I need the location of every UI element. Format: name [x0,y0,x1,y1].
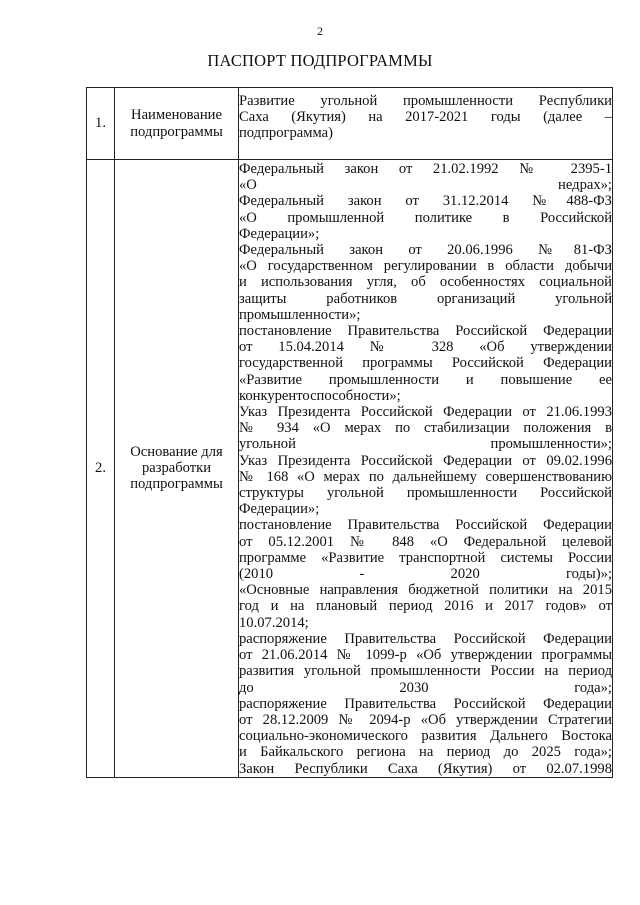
value-line: структуры угольной промышленности Российской [239,485,612,502]
value-line: № 168 «О мерах по дальнейшему совершенствованию [239,468,612,485]
value-line: «Развитие промышленности и повышение ее [239,371,612,388]
value-line: распоряжение Правительства Российской Федерации [239,695,612,712]
value-line: Федеральный закон от 31.12.2014 №488-ФЗ [239,193,612,210]
row-label [115,88,239,160]
row-number: 1. [87,88,115,160]
value-line: и использования угля, об особенностях социальной [239,274,612,291]
row-label-line: разработки [141,460,212,477]
value-line: социально-экономического развития Дальнего Востока [239,728,612,745]
page-number: 2 [317,24,323,38]
value-line: (2010 - 2020 годы)»; [239,566,612,583]
value-line: Указ Президента Российской Федерации от 21.06.1993 [239,404,612,421]
value-line: развития угольной промышленности России на период [239,663,612,680]
value-line: Саха (Якутия) на 2017-2021 годы (далее – [239,109,612,126]
row-label-line: подпрограммы [130,476,223,493]
value-line: подпрограмма) [239,125,333,142]
row-label-line: Основание для [130,444,223,461]
value-line: 10.07.2014; [239,614,309,631]
value-line: от 28.12.2009 № 2094-р «Об утверждении Стратегии [239,711,612,728]
row-number: 2. [87,160,115,778]
value-line: государственной программы Российской Федерации [239,355,612,372]
value-line: «Основные направления бюджетной политики на 2015 [239,582,612,599]
value-line: «О государственном регулировании в области добычи [239,258,612,275]
value-line: постановление Правительства Российской Федерации [239,517,612,534]
value-line: Развитие угольной промышленности Республики [239,93,612,109]
value-line: Федерации»; [239,501,320,518]
value-line: Федеральный закон от 20.06.1996 №81-ФЗ [239,242,612,259]
value-line: «О недрах»; [239,177,612,194]
value-line: от 05.12.2001 № 848 «О Федеральной целевой [239,533,612,550]
row-value [239,88,613,160]
value-line: промышленности»; [239,306,361,323]
value-line: распоряжение Правительства Российской Федерации [239,630,612,647]
value-line: программе «Развитие транспортной системы России [239,549,612,566]
value-line: от 15.04.2014 № 328 «Об утверждении [239,339,612,356]
value-line: и Байкальского региона на период до 2025 года»; [239,744,612,761]
value-line: угольной промышленности»; [239,436,612,453]
value-line: конкурентоспособности»; [239,387,401,404]
value-line: до 2030 года»; [239,679,612,696]
value-line: Указ Президента Российской Федерации от 09.02.1996 [239,452,612,469]
row-label-line: Наименование [131,107,222,124]
value-line: от 21.06.2014 № 1099-р «Об утверждении программы [239,647,612,664]
table-row [87,88,613,160]
value-line: постановление Правительства Российской Федерации [239,323,612,340]
value-line: Федеральный закон от 21.02.1992 № 2395-1 [239,161,612,177]
value-line: Федерации»; [239,225,320,242]
value-line: Закон Республики Саха (Якутия) от 02.07.1998 [239,760,612,777]
row-value [239,160,613,778]
page-title: ПАСПОРТ ПОДПРОГРАММЫ [207,51,433,70]
row-label-line: подпрограммы [130,123,223,140]
table-row [87,160,613,778]
row-label [115,160,239,778]
value-line: «О промышленной политике в Российской [239,209,612,226]
value-line: № 934 «О мерах по стабилизации положения в [239,420,612,437]
passport-table [86,87,613,778]
value-line: защиты работников организаций угольной [239,290,612,307]
value-line: год и на плановый период 2016 и 2017 годов» от [239,598,612,615]
